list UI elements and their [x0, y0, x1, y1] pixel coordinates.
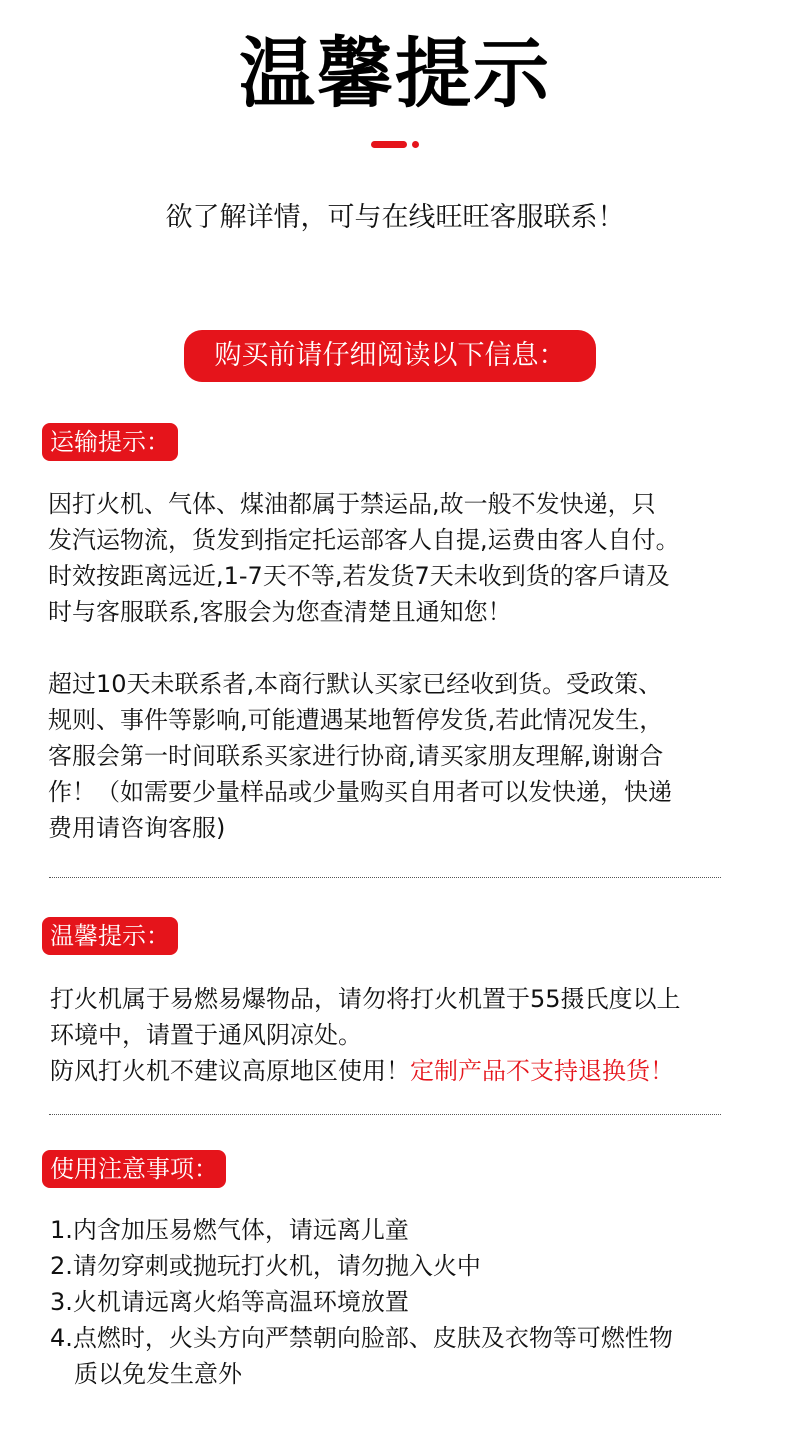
text-line: 发汽运物流，货发到指定托运部客人自提,运费由客人自付。 [48, 526, 680, 554]
text-line: 因打火机、气体、煤油都属于禁运品,故一般不发快递，只 [48, 490, 656, 518]
list-item-continued: 质以免发生意外 [74, 1360, 242, 1388]
list-item: 4.点燃时，火头方向严禁朝向脸部、皮肤及衣物等可燃性物 [50, 1324, 673, 1352]
text-line: 超过10天未联系者,本商行默认买家已经收到货。受政策、 [48, 670, 663, 698]
text-line [50, 1053, 750, 1089]
list-item: 3.火机请远离火焰等高温环境放置 [50, 1288, 409, 1316]
text-line: 作！（如需要少量样品或少量购买自用者可以发快递，快递 [48, 778, 672, 806]
shipping-tip-tag: 运输提示： [42, 423, 178, 461]
shipping-paragraph-1 [48, 486, 748, 630]
no-return-warning: 定制产品不支持退换货！ [410, 1057, 674, 1085]
text-line: 时效按距离远近,1-7天不等,若发货7天未收到货的客戶请及 [48, 562, 670, 590]
list-item: 2.请勿穿刺或抛玩打火机，请勿抛入火中 [50, 1252, 481, 1280]
dotted-divider [49, 877, 721, 878]
title-divider [371, 141, 421, 148]
contact-subtitle: 欲了解详情，可与在线旺旺客服联系！ [165, 202, 625, 233]
warm-tip-paragraph [50, 981, 750, 1089]
warm-tip-tag: 温馨提示： [42, 917, 178, 955]
dotted-divider [49, 1114, 721, 1115]
text-line: 时与客服联系,客服会为您查清楚且通知您！ [48, 598, 512, 626]
list-item: 1.内含加压易燃气体，请远离儿童 [50, 1216, 409, 1244]
divider-bar [371, 141, 407, 148]
divider-dot [412, 141, 419, 148]
text-line: 客服会第一时间联系买家进行协商,请买家朋友理解,谢谢合 [48, 742, 664, 770]
usage-notes-list [50, 1212, 750, 1392]
page-title: 温馨提示 [239, 29, 551, 118]
text-line: 环境中，请置于通风阴凉处。 [50, 1021, 362, 1049]
text-line: 打火机属于易燃易爆物品，请勿将打火机置于55摄氏度以上 [50, 985, 681, 1013]
high-altitude-warning: 防风打火机不建议高原地区使用！ [50, 1057, 410, 1085]
text-line: 费用请咨询客服) [48, 814, 226, 842]
read-before-purchase-banner: 购买前请仔细阅读以下信息： [184, 330, 596, 382]
text-line: 规则、事件等影响,可能遭遇某地暂停发货,若此情况发生， [48, 706, 664, 734]
shipping-paragraph-2 [48, 666, 748, 846]
usage-notes-tag: 使用注意事项： [42, 1150, 226, 1188]
